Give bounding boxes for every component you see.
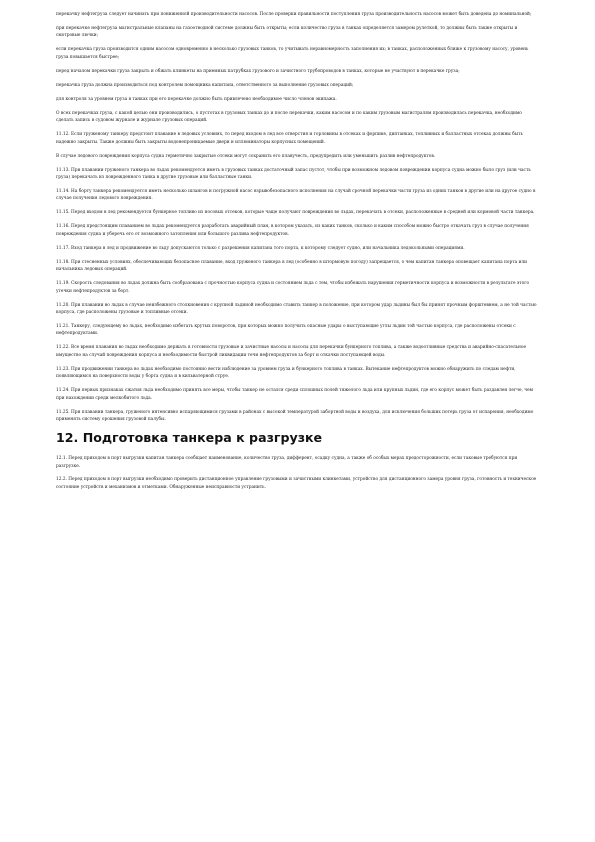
paragraph-11-15: 11.15. Перед входом в лед рекомендуется бункерное топливо из носовых отсеков, которые чаще получают повреждения во льдах, перекачать в отсеки, расположенные в средней или кормовой части танкера. [56,210,535,216]
paragraph-12-1: 12.1. Перед приходом в порт выгрузки капитан танкера сообщает наименование, количество груза, дифферент, осадку судна, а также об особых мерах предосторожности, если таковые требуются при разгрузке. [56,456,518,469]
paragraph: перекачка груза должна производиться под контролем помощника капитана, ответственного за выполнение грузовых операций; [56,82,354,88]
section-12-body [56,455,539,491]
paragraph-11-24: 11.24. При первых признаках сжатия льда необходимо принять все меры, чтобы танкер не остался среди сплошных полей тяжелого льда или крупных льдин, где его корпус может быть раздавлен легче, чем при нахождении среди мелкобитого льда. [56,388,533,401]
paragraph-12-2: 12.2. Перед приходом в порт выгрузки необходимо проверить дистанционное управление грузовыми и зачистными клинкетами, устройство для дистанционного замера уровня груза, готовность и техническое состояние устройств и механизмов и отметками. Обнаруженные неисправности устранить. [56,477,537,490]
paragraph: О всех перекачках груза, с какой целью они производились, о пустотах в грузовых танках до и после перекачки, каким насосом и по каким грузовым магистралям производилась перекачка, необходимо сделать запись в судовом журнале и журнале грузовых операций. [56,110,522,124]
paragraph: перед началом перекачки груза закрыть и обжать клинкеты на приемных патрубках грузового и зачистного трубопроводов в танках, которые не участвуют в перекачке груза; [56,68,460,74]
paragraph: для контроля за уровнем груза в танках при его перекачке должно быть привлечено необходимое число членов экипажа. [56,96,337,102]
paragraph-11-16: 11.16. Перед предстоящим плаванием во льдах рекомендуется разработать аварийный план, в котором указать, из каких танков, сколько и каким способом можно быстро откачать груз в случае получения повреждения судна и уберечь его от возможного затопления или большого разлива нефтепродуктов. [56,224,529,237]
paragraph-11-12: 11.12. Если груженому танкеру предстоит плавание в ледовых условиях, то перед входом в лед все отверстия и горловины в отсеках и форпике, диптанках, топливных и балластных отсеках должны быть надежно закрыты. Также должны быть закрыты водонепроницаемые двери и иллюминаторы корпусных помещений. [56,132,523,145]
paragraph: при перекачке нефтегруза магистральные клапаны на газоотводной системе должны быть открыты; если количество груза в танках определяется замером рулеткой, то должны быть также открыты и смотровые лючки; [56,26,518,39]
section-11-body [56,11,539,424]
paragraph-11-20: 11.20. При плавании во льдах в случае неизбежного столкновения с крупной льдиной необходимо ставить танкер в положение, при котором удар льдины был бы принят прочным форштевнем, а не той частью корпуса, где расположены грузовые и топливные отсеки. [56,302,537,316]
paragraph-11-21: 11.21. Танкеру, следующему во льдах, необходимо избегать крутых поворотов, при которых можно получить опасные удары о выступающие углы льдин той частью корпуса, где расположены отсеки с нефтепродуктами. [56,324,516,337]
paragraph-11-18: 11.18. При стесненных условиях, обеспечивающих безопасное плавание, вход груженого танкера в лед (особенно в штормовую погоду) запрещается, о чем капитан танкера оповещает капитана порта или начальника ледовых операций. [56,259,527,273]
paragraph: В случае ледового повреждения корпуса судна герметично закрытые отсеки могут сохранить его плавучесть, предупредить или уменьшить разлив нефтепродуктов. [56,153,436,159]
paragraph-11-22: 11.22. Все время плавания во льдах необходимо держать в готовности грузовые и зачистные насосы и насосы для перекачки бункерного топлива, а также водоотливные средства и аварийно-спасательное имущество на случай повреждения корпуса и необходимости быстрой ликвидации течи нефтепродуктов за борт и откачки поступающей воды. [56,345,527,358]
paragraph: если перекачка груза производится одним насосом одновременно в несколько грузовых танков, то учитывать неравномерность заполнения их; в танках, расположенных ближе к грузовому насосу, уровень груза повышается быстрее; [56,47,529,60]
paragraph: перекачку нефтегруза следует начинать при пониженной производительности насосов. После проверки правильности поступления груза производительность насосов может быть доведена до номинальной; [56,12,532,17]
paragraph-11-14: 11.14. На борту танкера рекомендуется иметь несколько шлангов и погружной насос взрывобезопасного исполнения на случай срочной перекачки части груза из одних танков в другие или на другое судно в случае получения ледового повреждения. [56,189,536,202]
paragraph-11-13: 11.13. При плавании груженого танкера во льдах рекомендуется иметь в грузовых танках достаточный запас пустот, чтобы при возможном ледовом повреждении корпуса судна можно было груз (или часть груза) перекачать из поврежденного танка в другие грузовые или балластные танки. [56,167,531,181]
paragraph-11-23: 11.23. При продвижении танкера во льдах необходимо постоянно вести наблюдение за уровнем груза и бункерного топлива в танках. Вытекание нефтепродуктов можно обнаружить по следам нефти, появляющимся на поверхности воды у борта судна и в кильватерной струе. [56,366,516,380]
paragraph-11-19: 11.19. Скорость следования во льдах должна быть сообразована с прочностью корпуса судна и состоянием льда с тем, чтобы избежать нарушения герметичности корпуса и возможности в результате этого утечки нефтепродуктов за борт. [56,281,530,294]
paragraph-11-17: 11.17. Вход танкера в лед и продвижение во льду допускаются только с разрешения капитана того порта, к которому следует судно, или начальника ледокольными операциями. [56,245,465,251]
section-12-heading: 12. Подготовка танкера к разгрузке [56,430,323,446]
paragraph-11-25: 11.25. При плавании танкера, груженого интенсивно испаряющимися грузами в районах с высокой температурой забортной воды и воздуха, для исключения больших потерь груза от испарения, необходимо применять систему орошения грузовой палубы. [56,409,534,423]
